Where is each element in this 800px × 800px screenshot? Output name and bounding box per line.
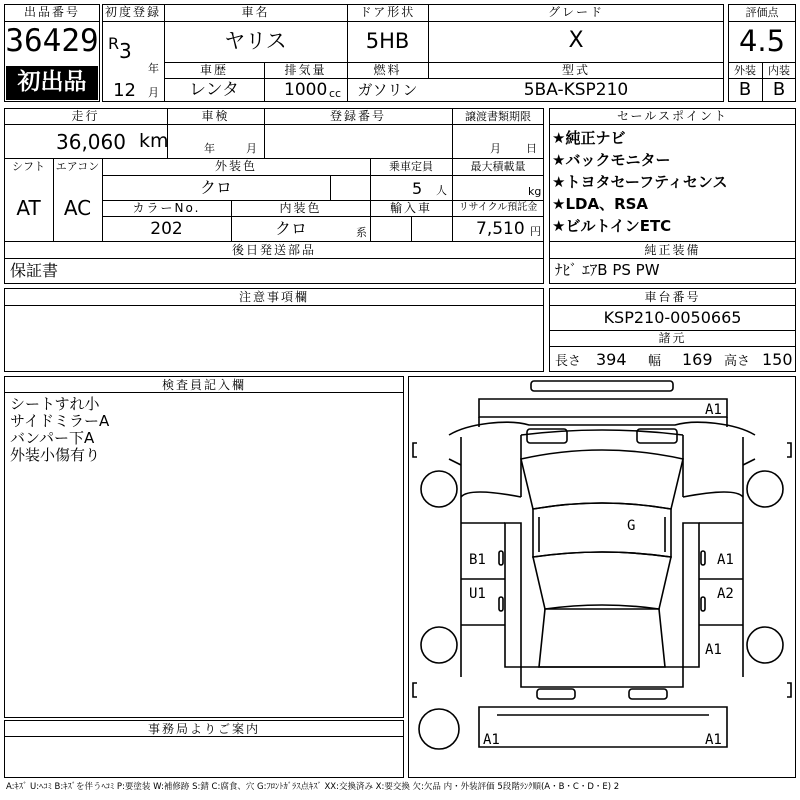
damage-rear-right: A1 [705, 732, 722, 748]
damage-right-rear-door: A1 [705, 642, 722, 658]
reg-number-label: 登録番号 [329, 109, 386, 123]
ext-color: クロ [199, 178, 232, 197]
sales-point-item: ★ビルトインETC [552, 217, 672, 235]
standard-equip-label: 純正装備 [644, 243, 701, 257]
cc-unit: cc [329, 87, 342, 100]
reg-month: 12 [113, 80, 136, 101]
specs-label: 諸元 [658, 331, 687, 345]
model-code-label: 型式 [561, 63, 590, 77]
height-label: 高さ [724, 354, 751, 369]
inspector-note: 外装小傷有り [10, 446, 101, 464]
mileage-label: 走行 [71, 109, 100, 123]
fuel: ガソリン [357, 81, 418, 99]
length-label: 長さ [555, 354, 582, 369]
inspection-year-unit: 年 [204, 142, 215, 155]
import-label: 輸入車 [389, 201, 432, 215]
int-color: クロ [274, 219, 307, 238]
shift: AT [16, 196, 41, 220]
lot-number-label: 出品番号 [23, 5, 80, 19]
model-code: 5BA-KSP210 [523, 80, 629, 100]
deadline-day-unit: 日 [526, 142, 537, 155]
later-items: 保証書 [10, 261, 59, 280]
sales-point-item: ★トヨタセーフティセンス [552, 173, 728, 191]
door-type: 5HB [365, 29, 410, 53]
sales-point-item: ★LDA、RSA [552, 195, 649, 213]
month-unit: 月 [148, 86, 159, 99]
length: 394 [596, 350, 627, 369]
grade-label: グレード [547, 5, 604, 19]
lot-number: 36429 [5, 23, 99, 59]
height: 150 [762, 350, 793, 369]
inspector-label: 検査員記入欄 [161, 378, 246, 392]
first-listing-label: 初出品 [17, 69, 87, 95]
inspection-label: 車検 [201, 109, 230, 123]
history: レンタ [189, 80, 239, 100]
aircon: AC [63, 196, 92, 220]
door-type-label: ドア形状 [359, 5, 416, 19]
width-label: 幅 [648, 354, 662, 369]
first-reg-label: 初度登録 [104, 5, 161, 19]
legend: A:ｷｽﾞ U:ﾍｺﾐ B:ｷｽﾞを伴うﾍｺﾐ P:要塗装 W:補修跡 S:錆 C:腐食、穴 G:ﾌﾛﾝﾄｶﾞﾗｽ点ｷｽﾞ XX:交換済み X:要交換 欠:欠品 内・外装評価 5段階ﾗﾝｸ順(A・B・C・D・E) 2 [6, 782, 620, 792]
history-label: 車歴 [199, 63, 228, 77]
standard-equip: ﾅﾋﾞ ｴｱB PS PW [555, 261, 660, 279]
recycle-label: リサイクル預託金 [458, 202, 538, 213]
later-items-label: 後日発送部品 [231, 243, 316, 257]
office-label: 事務局よりご案内 [147, 722, 260, 736]
person-unit: 人 [436, 184, 447, 197]
damage-left-front-door: U1 [469, 586, 486, 602]
car-damage-diagram [408, 376, 796, 778]
width: 169 [682, 350, 713, 369]
color-no: 202 [150, 219, 183, 239]
chassis-number: KSP210-0050665 [603, 308, 742, 327]
color-no-label: カラーNo. [132, 201, 201, 215]
inspection-month-unit: 月 [246, 142, 257, 155]
reg-year: 3 [119, 39, 132, 63]
recycle-fee: 7,510 [476, 219, 525, 239]
sales-points-label: セールスポイント [617, 109, 728, 123]
displacement: 1000 [284, 80, 328, 100]
interior-label: 内装 [768, 64, 790, 77]
damage-roof: G [627, 518, 636, 534]
damage-rear-left: A1 [483, 732, 500, 748]
int-color-label: 内装色 [279, 201, 322, 215]
ext-color-label: 外装色 [214, 159, 257, 173]
score: 4.5 [738, 24, 786, 58]
mileage: 36,060 [56, 130, 126, 154]
era-label: R [108, 34, 120, 53]
year-unit: 年 [148, 62, 159, 75]
grade: X [568, 28, 584, 53]
transfer-deadline-label: 譲渡書類期限 [465, 110, 531, 123]
capacity: 5 [412, 179, 423, 198]
damage-right-front-fender: A1 [717, 552, 734, 568]
notes-label: 注意事項欄 [238, 290, 309, 304]
kg-unit: kg [528, 185, 542, 198]
exterior-grade: B [738, 79, 752, 100]
chassis-label: 車台番号 [644, 290, 701, 304]
fuel-label: 燃料 [373, 63, 402, 77]
score-label: 評価点 [745, 6, 779, 19]
inspector-note: バンパー下A [10, 429, 95, 447]
sales-point-item: ★バックモニター [552, 151, 671, 169]
capacity-label: 乗車定員 [389, 160, 433, 173]
shift-label: シフト [12, 160, 45, 173]
max-load-label: 最大積載量 [470, 160, 526, 173]
car-name: ヤリス [224, 29, 287, 53]
displacement-label: 排気量 [284, 63, 327, 77]
deadline-month-unit: 月 [490, 142, 501, 155]
damage-right-front-door: A2 [717, 586, 734, 602]
damage-left-front-fender: B1 [469, 552, 486, 568]
km-unit: km [139, 130, 169, 152]
interior-grade: B [772, 79, 786, 100]
car-name-label: 車名 [241, 5, 270, 19]
aircon-label: エアコン [55, 160, 100, 173]
damage-front-bumper: A1 [705, 402, 722, 418]
yen-unit: 円 [530, 225, 541, 238]
exterior-label: 外装 [734, 64, 756, 77]
inspector-note: サイドミラーA [10, 412, 110, 430]
inspector-note: シートすれ小 [10, 395, 100, 413]
kei-suffix: 系 [356, 226, 367, 239]
car-outline [409, 377, 795, 777]
sales-point-item: ★純正ナビ [552, 129, 626, 147]
